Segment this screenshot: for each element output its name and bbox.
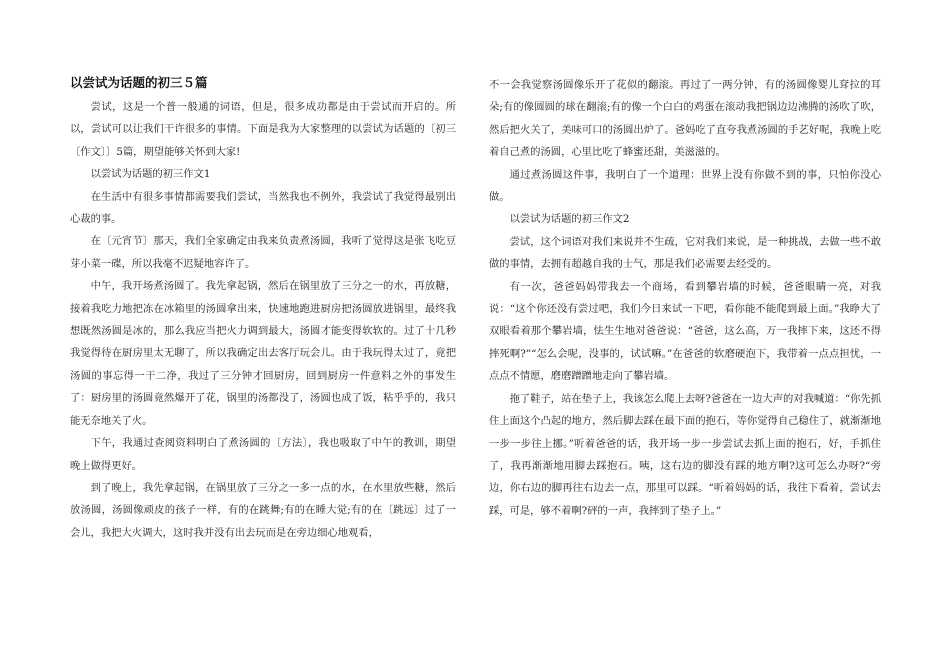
right-column: [489, 74, 881, 522]
body-paragraph: 通过煮汤圆这件事，我明白了一个道理：世界上没有你做不到的事，只怕你没心做。: [489, 168, 881, 204]
intro-paragraph: 尝试，这是一个普一般通的词语，但是，很多成功都是由于尝试而开启的。所以，尝试可以让我们干许很多的事情。下面是我为大家整理的以尝试为话题的〔初三〔作文〕〕5篇，期望能够关怀到大家!: [70, 101, 456, 158]
body-paragraph: 在〔元宵节〕那天，我们全家确定由我来负责煮汤圆，我听了觉得这是张飞吃豆芽小菜一碟，所以我毫不迟疑地容许了。: [70, 235, 456, 270]
body-paragraph: 有一次，爸爸妈妈带我去一个商场，看到攀岩墙的时候，爸爸眼睛一亮，对我说：“这个你还没有尝过吧，我们今日来试一下吧，看你能不能爬到最上面。”我睁大了双眼看着那个攀岩墙，怯生生地对爸爸说：“爸爸，这么高，万一我摔下来，这还不得摔死啊?”“怎么会呢，没事的，试试嘛。”在爸爸的软磨硬泡下，我带着一点点担忧，一点点不情愿，磨磨蹭蹭地走向了攀岩墙。: [489, 280, 881, 383]
body-paragraph: 下午，我通过查阅资料明白了煮汤圆的〔方法〕，我也吸取了中午的教训，期望晚上做得更好。: [70, 437, 456, 472]
body-paragraph: 尝试，这个词语对我们来说并不生疏，它对我们来说，是一种挑战，去做一些不敢做的事情，去拥有超越自我的士气，那是我们必需要去经受的。: [489, 235, 881, 271]
body-paragraph-continued: 不一会我觉察汤圆像乐开了花似的翻滚。再过了一两分钟，有的汤圆像婴儿耷拉的耳朵;有的像圆圆的球在翻滚;有的像一个白白的鸡蛋在滚动我把锅边边沸腾的汤吹了吹，然后把火关了，美味可口的汤圆出炉了。爸妈吃了直夸我煮汤圆的手艺好呢，我晚上吃着自己煮的汤圆，心里比吃了蜂蜜还甜，美滋滋的。: [489, 79, 881, 159]
left-column: [70, 74, 456, 544]
body-paragraph: 拖了鞋子，站在垫子上，我该怎么爬上去呀?爸爸在一边大声的对我喊道：“你先抓住上面这个凸起的地方，然后脚去踩在最下面的抱石，等你觉得自己稳住了，就渐渐地一步一步往上挪。”听着爸爸的话，我开场一步一步尝试去抓上面的抱石，好，手抓住了，我再渐渐地用脚去踩抱石。咦，这右边的脚没有踩的地方啊?这可怎么办呀?“旁边，你右边的脚再往右边去一点，那里可以踩。“听着妈妈的话，我往下看着，尝试去踩，可是，够不着啊?砰的一声，我摔到了垫子上。”: [489, 392, 881, 517]
body-paragraph: 在生活中有很多事情都需要我们尝试，当然我也不例外，我尝试了我觉得最别出心裁的事。: [70, 190, 456, 226]
essay-1-heading: 以尝试为话题的初三作文1: [90, 168, 211, 181]
document-title: 以尝试为话题的初三５篇: [70, 75, 208, 90]
body-paragraph: 到了晚上，我先拿起锅，在锅里放了三分之一多一点的水，在水里放些糖，然后放汤圆，汤圆像顽皮的孩子一样，有的在跳舞;有的在睡大觉;有的在〔跳远〕过了一会儿，我把大火调大，这时我并没有出去玩而是在旁边细心地观看，: [70, 481, 456, 539]
essay-2-heading: 以尝试为话题的初三作文2: [509, 213, 630, 226]
body-paragraph: 中午，我开场煮汤圆了。我先拿起锅，然后在锅里放了三分之一的水，再放糖，接着我吃力地把冻在冰箱里的汤圆拿出来，快速地跑进厨房把汤圆放进锅里，最终我想既然汤圆是冰的，那么我应当把火力调到最大，汤圆才能变得软软的。过了十几秒我觉得待在厨房里太无聊了，所以我确定出去客厅玩会儿。由于我玩得太过了，竟把汤圆的事忘得一干二净，我过了三分钟才回厨房，回到厨房一件意料之外的事发生了：厨房里的汤圆竟然爆开了花，锅里的汤都没了，汤圆也成了饭，粘乎乎的，我只能无奈地关了火。: [70, 280, 456, 427]
